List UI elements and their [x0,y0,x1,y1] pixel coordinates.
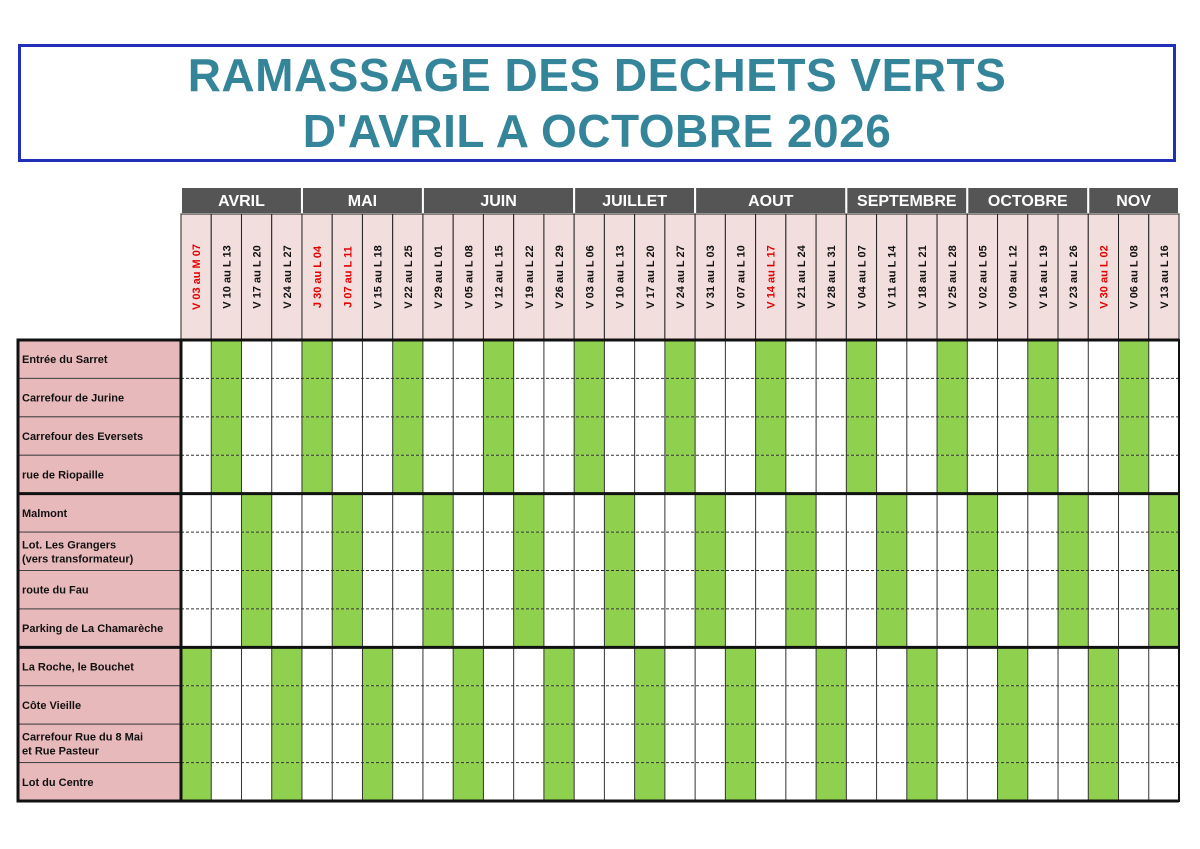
collection-cell [574,417,604,455]
week-date-label: V 31 au L 03 [705,245,718,309]
collection-cell [393,340,423,378]
month-header-label: NOV [1116,193,1151,210]
title-line-1: RAMASSAGE DES DECHETS VERTS [187,49,1007,101]
collection-cell [635,763,665,801]
collection-cell [816,763,846,801]
collection-cell [181,686,211,724]
collection-cell [725,647,755,685]
collection-cell [756,340,786,378]
collection-cell [1088,647,1118,685]
location-label-line: Carrefour de Jurine [22,392,125,405]
collection-cell [1149,494,1179,532]
collection-cell [756,378,786,416]
week-date-label: V 02 au L 05 [977,245,990,309]
month-header-label: OCTOBRE [987,193,1068,210]
collection-cell [453,647,483,685]
location-label-line: (vers transformateur) [22,553,134,566]
collection-cell [514,532,544,570]
collection-cell [514,571,544,609]
collection-cell [1058,494,1088,532]
collection-cell [846,455,876,493]
location-label [22,662,134,674]
collection-cell [181,763,211,801]
week-date-label: V 19 au L 22 [523,245,536,309]
location-label-line: Carrefour Rue du 8 Mai [22,731,144,744]
collection-cell [816,647,846,685]
week-date-label: V 11 au L 14 [886,245,899,309]
week-date-label: V 03 au M 07 [191,243,204,311]
week-date-label: V 18 au L 21 [916,245,929,309]
collection-cell [272,686,302,724]
collection-cell [725,686,755,724]
collection-cell [211,417,241,455]
week-date-label: V 04 au L 07 [856,245,869,309]
collection-cell [665,340,695,378]
week-date-label: V 10 au L 13 [614,245,627,309]
collection-cell [302,378,332,416]
week-date-label: V 16 au L 19 [1037,245,1050,309]
collection-cell [1088,686,1118,724]
location-label [22,777,94,789]
collection-cell [1028,455,1058,493]
collection-cell [332,609,362,647]
location-label [22,508,68,520]
collection-cell [211,455,241,493]
collection-cell [241,494,271,532]
collection-cell [1119,417,1149,455]
collection-cell [332,532,362,570]
collection-cell [635,647,665,685]
collection-cell [514,609,544,647]
collection-cell [544,763,574,801]
week-date-label: V 24 au L 27 [675,245,687,309]
collection-cell [1119,455,1149,493]
location-label [22,700,81,712]
week-date-label: V 24 au L 27 [281,245,294,309]
week-date-label: V 07 au L 10 [735,245,748,309]
collection-cell [1149,532,1179,570]
collection-cell [998,647,1028,685]
collection-cell [362,724,392,762]
collection-cell [241,609,271,647]
location-label [22,469,104,481]
week-date-label: V 22 au L 25 [402,245,415,309]
collection-cell [937,455,967,493]
week-date-label: V 06 au L 08 [1128,245,1141,309]
collection-cell [1119,378,1149,416]
location-label-line: route du Fau [22,584,89,597]
week-date-label: V 28 au L 31 [826,245,839,309]
collection-cell [544,724,574,762]
collection-cell [302,455,332,493]
collection-cell [272,647,302,685]
collection-cell [211,378,241,416]
collection-cell [574,378,604,416]
week-date-label: V 30 au L 02 [1098,245,1111,309]
collection-cell [846,340,876,378]
collection-cell [211,340,241,378]
location-label [22,354,108,366]
collection-cell [695,494,725,532]
collection-cell [302,340,332,378]
collection-cell [907,763,937,801]
location-label-line: La Roche, le Bouchet [22,661,134,674]
location-label-line: rue de Riopaille [22,469,104,482]
collection-cell [181,724,211,762]
collection-cell [362,686,392,724]
week-date-label: J 07 au L 11 [342,246,355,308]
collection-cell [967,532,997,570]
collection-cell [998,686,1028,724]
week-date-label: V 03 au L 06 [584,245,597,309]
collection-cell [604,494,634,532]
location-label [22,585,89,597]
collection-cell [877,532,907,570]
location-label-line: Entrée du Sarret [22,354,108,367]
week-date-label: V 29 au L 01 [433,245,446,309]
collection-cell [514,494,544,532]
collection-cell [544,647,574,685]
week-date-label: J 30 au L 04 [312,245,325,309]
week-date-label: V 21 au L 24 [795,245,808,309]
week-date-label: V 23 au L 26 [1068,245,1081,309]
collection-cell [967,494,997,532]
collection-cell [756,417,786,455]
collection-cell [1058,571,1088,609]
collection-cell [998,724,1028,762]
week-date-label: V 13 au L 16 [1158,245,1171,309]
week-date-label: V 15 au L 18 [372,245,385,309]
collection-cell [1028,378,1058,416]
collection-cell [393,417,423,455]
title-line-2: D'AVRIL A OCTOBRE 2026 [302,105,892,157]
month-header-label: AOUT [748,193,794,210]
month-header-label: JUIN [480,193,517,210]
location-label-line: Carrefour des Eversets [22,431,144,444]
collection-cell [302,417,332,455]
collection-cell [241,532,271,570]
collection-cell [967,571,997,609]
collection-cell [483,378,513,416]
location-label [22,393,124,405]
collection-cell [816,686,846,724]
month-header-label: AVRIL [218,193,265,210]
week-date-label: V 17 au L 20 [644,245,657,309]
collection-cell [332,571,362,609]
collection-cell [362,647,392,685]
week-date-label: V 17 au L 20 [251,245,264,309]
collection-cell [967,609,997,647]
collection-cell [362,763,392,801]
collection-cell [786,532,816,570]
collection-cell [453,724,483,762]
month-header-label: JUILLET [602,193,668,210]
location-label-line: et Rue Pasteur [22,745,100,758]
collection-cell [1149,571,1179,609]
collection-cell [695,571,725,609]
collection-cell [725,763,755,801]
collection-cell [1058,532,1088,570]
month-header-label: SEPTEMBRE [857,193,957,210]
collection-cell [241,571,271,609]
location-label-line: Côte Vieille [22,699,82,712]
collection-cell [786,571,816,609]
collection-cell [332,494,362,532]
collection-cell [725,724,755,762]
collection-cell [907,686,937,724]
collection-cell [756,455,786,493]
collection-cell [665,378,695,416]
collection-cell [423,609,453,647]
week-date-label: V 05 au L 08 [463,245,476,309]
collection-cell [937,340,967,378]
collection-cell [574,340,604,378]
collection-cell [544,686,574,724]
collection-cell [665,455,695,493]
collection-cell [877,494,907,532]
collection-cell [937,417,967,455]
week-date-label: V 10 au L 13 [221,245,234,309]
collection-cell [907,724,937,762]
location-label [22,623,163,635]
collection-cell [181,647,211,685]
week-date-label: V 25 au L 28 [947,245,960,309]
month-header-label: MAI [347,193,378,210]
week-date-label: V 12 au L 15 [493,245,506,309]
collection-cell [272,724,302,762]
collection-cell [483,340,513,378]
location-label [22,431,143,443]
collection-cell [786,494,816,532]
location-label-line: Lot. Les Grangers [22,539,117,552]
collection-cell [877,571,907,609]
week-date-label: V 26 au L 29 [554,245,567,309]
collection-cell [1088,763,1118,801]
collection-cell [574,455,604,493]
collection-cell [635,724,665,762]
collection-cell [423,532,453,570]
collection-cell [846,378,876,416]
collection-cell [846,417,876,455]
week-date-label: V 14 au L 17 [765,245,778,309]
collection-cell [1058,609,1088,647]
collection-cell [1028,417,1058,455]
collection-cell [453,763,483,801]
collection-cell [393,455,423,493]
collection-cell [695,609,725,647]
collection-cell [1149,609,1179,647]
collection-cell [635,686,665,724]
collection-cell [604,532,634,570]
collection-cell [483,417,513,455]
collection-cell [1028,340,1058,378]
collection-cell [423,571,453,609]
collection-cell [604,571,634,609]
week-date-label: V 09 au L 12 [1007,245,1020,309]
collection-cell [907,647,937,685]
location-label-line: Parking de La Chamarèche [22,623,164,636]
collection-cell [1119,340,1149,378]
collection-cell [877,609,907,647]
location-label-line: Malmont [22,507,68,520]
collection-cell [453,686,483,724]
collection-cell [786,609,816,647]
collection-cell [483,455,513,493]
collection-cell [1088,724,1118,762]
collection-cell [423,494,453,532]
collection-cell [937,378,967,416]
collection-cell [272,763,302,801]
collection-cell [998,763,1028,801]
collection-cell [665,417,695,455]
collection-cell [816,724,846,762]
collection-cell [393,378,423,416]
location-label-line: Lot du Centre [22,776,94,789]
collection-cell [604,609,634,647]
collection-cell [695,532,725,570]
